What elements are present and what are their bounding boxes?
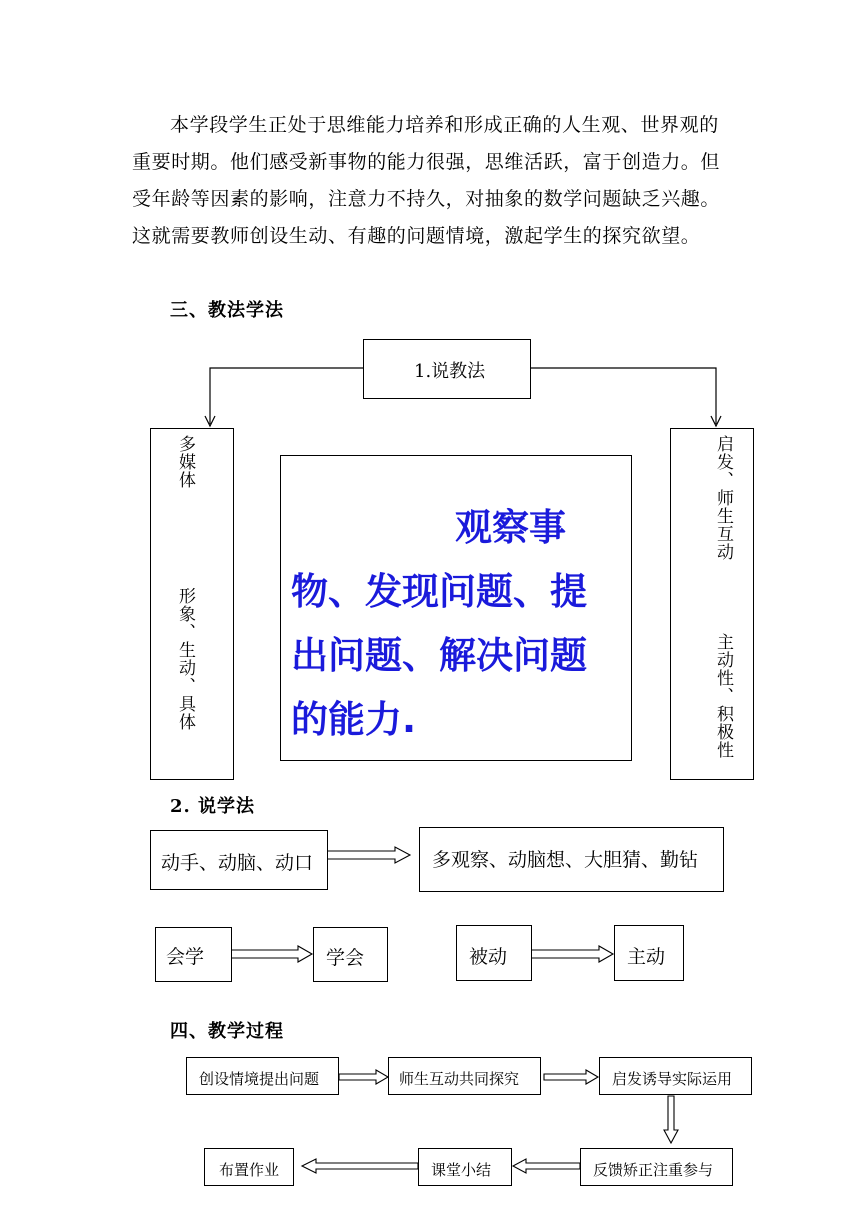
pair2-from-text: 被动	[469, 946, 508, 968]
hollow-arrow-step-1-2	[339, 1070, 388, 1084]
hollow-arrow-step-3-4	[664, 1096, 678, 1143]
left-method-top: 多媒体	[175, 435, 195, 489]
pair1-to-box	[313, 927, 388, 982]
process-step-6-label: 布置作业	[219, 1161, 280, 1179]
left-method-box	[150, 428, 234, 780]
process-step-1	[186, 1057, 339, 1095]
pair1-from-box	[155, 927, 232, 982]
right-method-top: 启发、师生互动	[713, 435, 733, 561]
process-step-4-label: 反馈矫正注重参与	[593, 1161, 714, 1179]
right-method-bottom: 主动性、积极性	[713, 633, 733, 759]
pair2-to-box	[614, 925, 684, 981]
process-step-6	[204, 1148, 294, 1186]
process-step-3-label: 启发诱导实际运用	[612, 1070, 733, 1088]
learning-to-box	[419, 827, 724, 892]
center-goal-line1: 观察事	[455, 506, 566, 549]
learning-method-title: 2. 说学法	[170, 796, 256, 817]
center-goal-text	[291, 496, 621, 752]
section-heading-teaching-process: 四、教学过程	[170, 1021, 284, 1042]
process-step-2-label: 师生互动共同探究	[399, 1070, 520, 1088]
hollow-arrow-step-2-3	[544, 1070, 598, 1084]
center-goal-rest: 物、发现问题、提出问题、解决问题的能力.	[291, 570, 587, 741]
hollow-arrow-step-4-5	[513, 1159, 580, 1173]
pair2-from-box	[456, 925, 532, 981]
center-goal-box	[280, 455, 632, 761]
pair1-from-text: 会学	[166, 946, 205, 968]
section-heading-teaching-methods: 三、教法学法	[170, 300, 284, 321]
hollow-arrow-step-5-6	[302, 1159, 418, 1173]
teaching-method-title-box	[363, 339, 531, 399]
learning-to-text: 多观察、动脑想、大胆猜、勤钻	[432, 849, 699, 871]
hollow-arrow-right-1	[327, 847, 410, 863]
process-step-2	[388, 1057, 541, 1095]
pair2-to-text: 主动	[627, 946, 666, 968]
learning-from-text: 动手、动脑、动口	[161, 852, 314, 874]
connector-right	[531, 368, 716, 424]
process-step-5-label: 课堂小结	[431, 1161, 492, 1179]
hollow-arrow-right-2	[231, 946, 312, 962]
teaching-method-title: 1.说教法	[414, 361, 486, 382]
intro-text: 本学段学生正处于思维能力培养和形成正确的人生观、世界观的重要时期。他们感受新事物的能力很强，思维活跃，富于创造力。但受年龄等因素的影响，注意力不持久，对抽象的数学问题缺乏兴趣。这就需要教师创设生动、有趣的问题情境，激起学生的探究欲望。	[132, 114, 721, 247]
pair1-to-text: 学会	[326, 947, 365, 969]
learning-from-box	[150, 830, 328, 890]
process-step-3	[599, 1057, 752, 1095]
process-step-5	[418, 1148, 512, 1186]
process-step-4	[580, 1148, 733, 1186]
hollow-arrow-right-3	[531, 946, 613, 962]
left-method-bottom: 形象、生动、具体	[175, 587, 195, 731]
connector-left	[210, 368, 363, 424]
process-step-1-label: 创设情境提出问题	[199, 1070, 320, 1088]
right-method-box	[670, 428, 754, 780]
